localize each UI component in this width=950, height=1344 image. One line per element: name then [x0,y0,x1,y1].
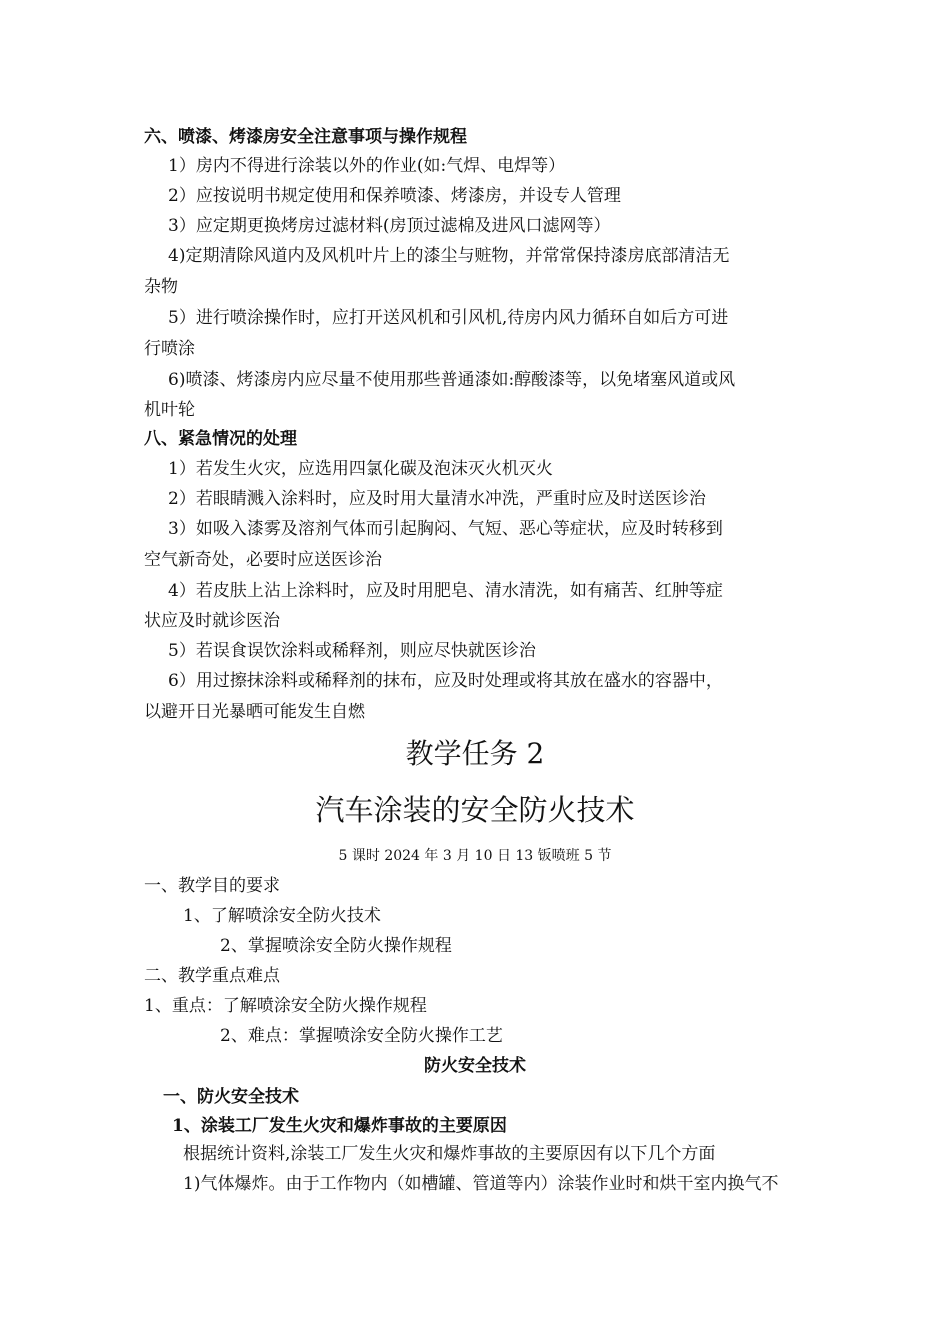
objective-item-2: 2、掌握喷涂安全防火操作规程 [220,936,452,956]
fire-item-1: 1)气体爆炸。由于工作物内（如槽罐、管道等内）涂装作业时和烘干室内换气不 [183,1174,779,1194]
fire-subheading: 1、涂装工厂发生火灾和爆炸事故的主要原因 [172,1116,507,1136]
section6-item-5: 5）进行喷涂操作时，应打开送风机和引风机,待房内风力循环自如后方可进 [168,308,729,328]
section8-item-4-cont: 状应及时就诊医治 [144,611,280,631]
fire-center-heading: 防火安全技术 [424,1056,526,1076]
fire-heading: 一、防火安全技术 [163,1087,299,1107]
task-subtitle: 汽车涂装的安全防火技术 [315,793,635,827]
section6-item-1: 1）房内不得进行涂装以外的作业(如:气焊、电焊等） [168,156,566,176]
section6-item-3: 3）应定期更换烤房过滤材料(房顶过滤棉及进风口滤网等） [168,216,611,236]
section6-heading: 六、喷漆、烤漆房安全注意事项与操作规程 [144,127,467,147]
objectives-heading: 一、教学目的要求 [144,876,280,896]
section8-item-6: 6）用过擦抹涂料或稀释剂的抹布，应及时处理或将其放在盛水的容器中， [168,671,723,691]
section8-item-2: 2）若眼睛溅入涂料时，应及时用大量清水冲洗，严重时应及时送医诊治 [168,489,706,509]
section6-item-5-cont: 行喷涂 [144,339,195,359]
section8-item-6-cont: 以避开日光暴晒可能发生自燃 [144,702,365,722]
section8-item-5: 5）若误食误饮涂料或稀释剂，则应尽快就医诊治 [168,641,536,661]
fire-intro: 根据统计资料,涂装工厂发生火灾和爆炸事故的主要原因有以下几个方面 [183,1144,716,1164]
keypoint-item-2: 2、难点：掌握喷涂安全防火操作工艺 [220,1026,503,1046]
section8-item-4: 4）若皮肤上沾上涂料时，应及时用肥皂、清水清洗，如有痛苦、红肿等症 [168,581,723,601]
section6-item-6-cont: 机叶轮 [144,400,195,420]
section6-item-2: 2）应按说明书规定使用和保养喷漆、烤漆房，并设专人管理 [168,186,621,206]
task-meta: 5 课时 2024 年 3 月 10 日 13 钣喷班 5 节 [338,848,612,864]
section6-item-4-cont: 杂物 [144,277,178,297]
keypoint-item-1: 1、重点：了解喷涂安全防火操作规程 [144,996,427,1016]
section8-item-3: 3）如吸入漆雾及溶剂气体而引起胸闷、气短、恶心等症状，应及时转移到 [168,519,723,539]
section6-item-6: 6)喷漆、烤漆房内应尽量不使用那些普通漆如:醇酸漆等，以免堵塞风道或风 [168,370,736,390]
objective-item-1: 1、了解喷涂安全防火技术 [183,906,381,926]
section8-item-3-cont: 空气新奇处，必要时应送医诊治 [144,550,382,570]
section8-heading: 八、紧急情况的处理 [144,429,297,449]
keypoints-heading: 二、教学重点难点 [144,966,280,986]
section6-item-4: 4)定期清除风道内及风机叶片上的漆尘与赃物，并常常保持漆房底部清洁无 [168,246,730,266]
section8-item-1: 1）若发生火灾，应选用四氯化碳及泡沫灭火机灭火 [168,459,553,479]
task-title: 教学任务 2 [405,737,545,770]
